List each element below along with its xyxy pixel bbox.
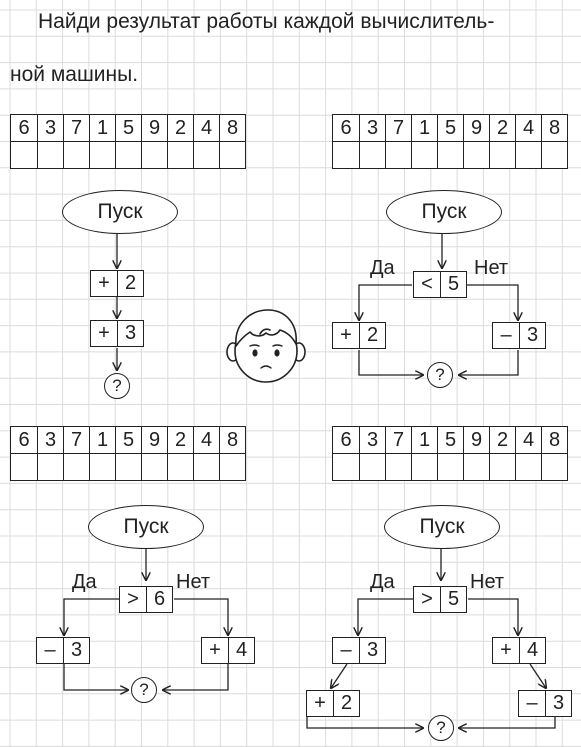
condition-sign: > [127,588,139,610]
start-oval-1: Пуск [62,190,178,234]
digit-cell: 8 [541,115,567,141]
start-oval-2: Пуск [386,190,502,234]
operation-sign: + [340,324,352,346]
operation-number: 4 [519,638,545,663]
operation-box-1a [90,270,144,297]
result-circle-1: ? [104,373,130,399]
operation-box-3-yes [36,637,90,664]
operation-number: 3 [545,691,571,716]
operation-sign: + [209,639,221,661]
digit-cell: 2 [489,427,515,453]
digit-cell: 8 [219,427,245,453]
task-title-line-1: Найди результат работы каждой вычислитель- [38,10,495,33]
operation-number: 2 [359,323,385,348]
operation-number: 3 [117,321,143,346]
result-circle-4: ? [428,715,454,741]
operation-box-4-no-1 [492,637,546,664]
operation-sign: + [98,322,110,344]
operation-number: 4 [228,638,254,663]
digit-cell: 2 [489,115,515,141]
operation-number: 3 [359,638,385,663]
no-label-2: Нет [474,257,509,279]
condition-box-4 [413,586,467,613]
digit-cell: 5 [115,427,141,453]
digit-cell: 7 [63,115,89,141]
digit-cell: 3 [37,115,63,141]
digit-cell: 7 [385,115,411,141]
digit-cell: 9 [463,427,489,453]
operation-sign: – [500,324,512,346]
digit-cell: 6 [340,116,352,139]
operation-number: 3 [519,323,545,348]
condition-number: 5 [440,272,466,297]
digit-cell: 1 [89,115,115,141]
start-oval-4: Пуск [384,505,500,549]
digit-cell: 7 [385,427,411,453]
start-oval-3: Пуск [88,505,204,549]
result-circle-2: ? [427,362,453,388]
digit-cell: 1 [411,427,437,453]
digit-cell: 6 [340,428,352,451]
task-title-line-2: ной машины. [10,63,139,86]
digit-cell: 4 [193,115,219,141]
digit-cell: 5 [437,115,463,141]
condition-number: 6 [146,587,172,612]
operation-box-3-no [201,637,255,664]
operation-sign: – [340,639,352,661]
digit-cell: 3 [359,427,385,453]
condition-sign: > [421,588,433,610]
yes-label-3: Да [72,571,97,593]
digit-cell: 9 [141,427,167,453]
operation-box-2-yes [332,322,386,349]
digit-cell: 4 [515,115,541,141]
operation-sign: – [526,692,538,714]
operation-box-1b [90,320,144,347]
boy-face-illustration [226,306,306,386]
digit-cell: 5 [115,115,141,141]
operation-sign: + [500,639,512,661]
condition-box-2 [413,271,467,298]
digit-cell: 4 [515,427,541,453]
operation-sign: – [44,639,56,661]
operation-number: 2 [333,691,359,716]
operation-box-4-no-2 [518,690,572,717]
no-label-3: Нет [176,571,211,593]
condition-box-3 [119,586,173,613]
operation-number: 3 [63,638,89,663]
digit-cell: 1 [89,427,115,453]
operation-sign: + [314,692,326,714]
digit-cell: 2 [167,115,193,141]
digit-cell: 2 [167,427,193,453]
operation-box-4-yes-2 [306,690,360,717]
digit-cell: 3 [37,427,63,453]
operation-sign: + [98,272,110,294]
operation-number: 2 [117,271,143,296]
yes-label-2: Да [370,257,395,279]
digit-cell: 9 [141,115,167,141]
condition-sign: < [421,273,433,295]
condition-number: 5 [440,587,466,612]
operation-box-4-yes-1 [332,637,386,664]
digit-cell: 8 [219,115,245,141]
digit-cell: 3 [359,115,385,141]
operation-box-2-no [492,322,546,349]
digit-cell: 6 [18,116,30,139]
digit-cell: 6 [18,428,30,451]
digit-cell: 8 [541,427,567,453]
digit-cell: 9 [463,115,489,141]
digit-cell: 7 [63,427,89,453]
no-label-4: Нет [470,571,505,593]
digit-cell: 4 [193,427,219,453]
digit-cell: 5 [437,427,463,453]
digit-cell: 1 [411,115,437,141]
yes-label-4: Да [370,571,395,593]
result-circle-3: ? [131,677,157,703]
